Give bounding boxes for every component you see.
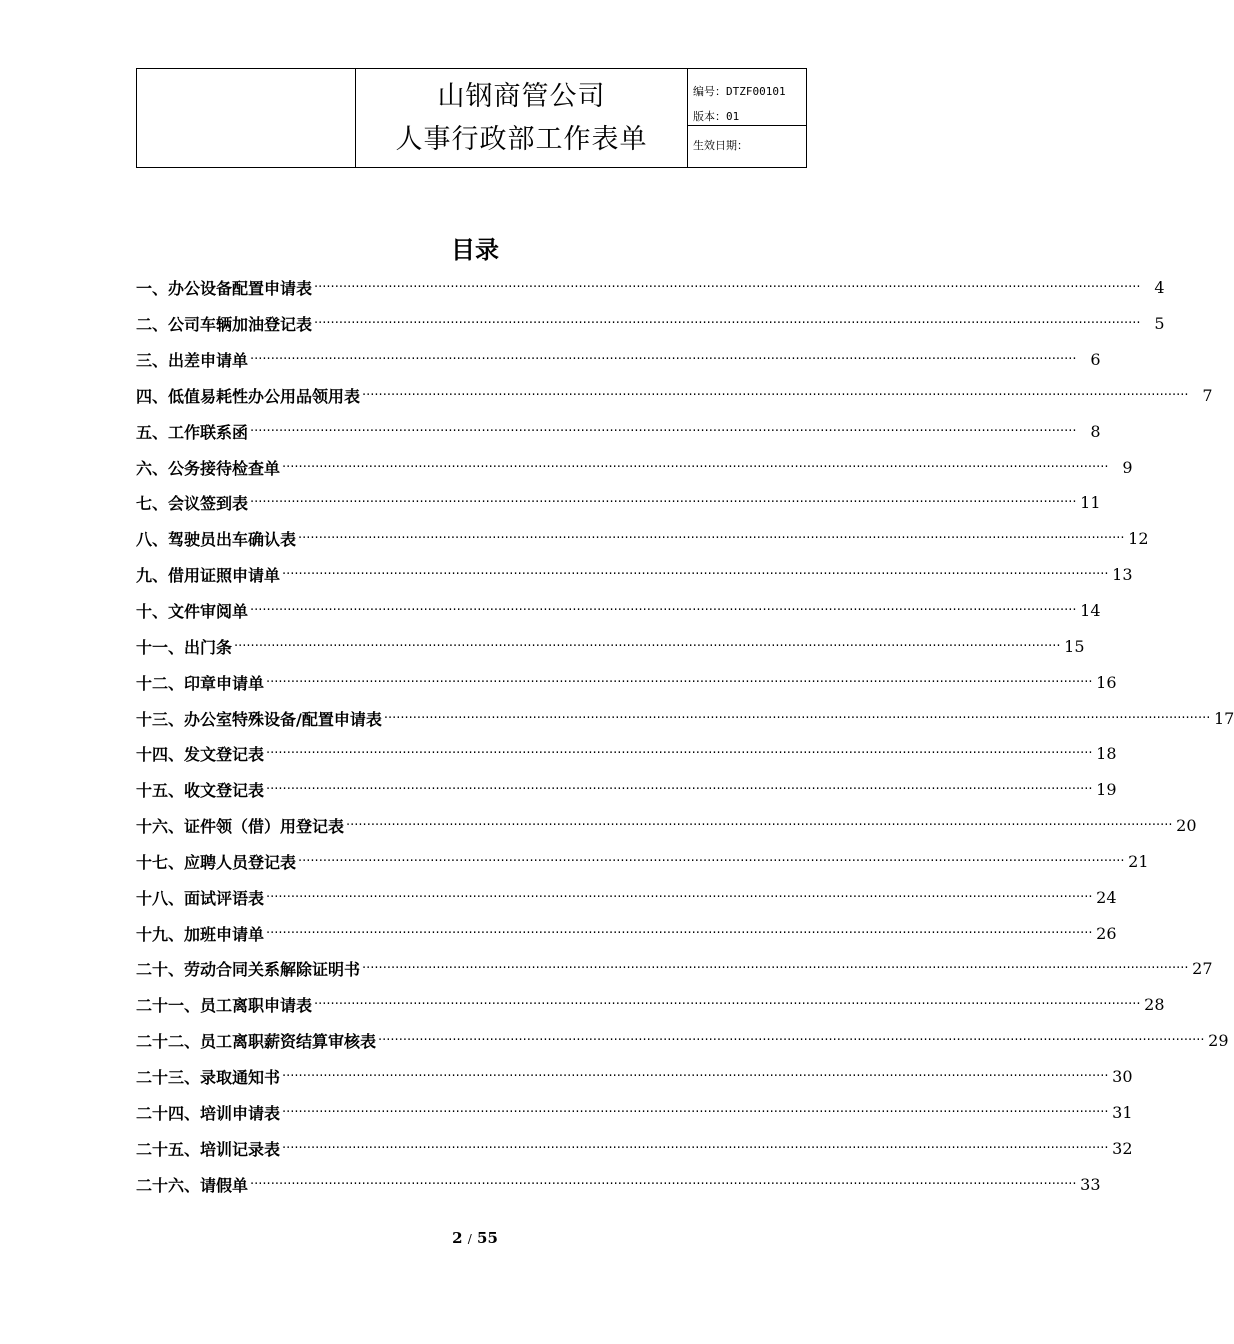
toc-entry[interactable]: [136, 664, 1117, 700]
toc-entry[interactable]: [136, 1166, 1101, 1202]
toc-dot-leader: ········································································································································································································: [266, 746, 1093, 762]
toc-entry-number: 二、: [136, 315, 169, 335]
toc-dot-leader: ········································································································································································································: [234, 638, 1061, 654]
toc-entry-number: 二十六、: [136, 1175, 201, 1195]
effective-date: 生效日期：: [693, 139, 748, 152]
toc-entry[interactable]: [136, 413, 1101, 449]
toc-entry-title: 办公设备配置申请表: [168, 279, 313, 299]
toc-entry-page: 6: [1090, 350, 1101, 370]
toc-dot-leader: ········································································································································································································: [282, 567, 1109, 583]
toc-entry-page: 24: [1096, 887, 1117, 907]
toc-entry-page: 17: [1213, 708, 1234, 728]
company-name: 山钢商管公司: [437, 81, 606, 112]
toc-entry[interactable]: [136, 844, 1149, 880]
toc-title: 目录: [451, 236, 499, 264]
meta-cell: [688, 69, 806, 167]
document-code: 编号：DTZF00101: [693, 85, 786, 98]
toc-entry-number: 三、: [136, 351, 169, 371]
toc-entry[interactable]: [136, 449, 1133, 485]
toc-dot-leader: ········································································································································································································: [266, 674, 1093, 690]
toc-entry-title: 培训记录表: [200, 1139, 281, 1159]
toc-entry-page: 31: [1112, 1102, 1133, 1122]
page-total: 55: [477, 1229, 498, 1247]
toc-entry[interactable]: [136, 1130, 1133, 1166]
toc-entry-title: 工作联系函: [168, 422, 249, 442]
toc-entry-page: 15: [1064, 636, 1085, 656]
toc-entry-title: 公务接待检查单: [168, 458, 281, 478]
toc-entry[interactable]: [136, 521, 1149, 557]
toc-entry[interactable]: [136, 342, 1101, 378]
toc-entry-title: 驾驶员出车确认表: [168, 530, 297, 550]
toc-entry-page: 13: [1112, 565, 1133, 585]
toc-entry-number: 十四、: [136, 745, 185, 765]
toc-entry-number: 十九、: [136, 924, 185, 944]
toc-entry-number: 十七、: [136, 852, 185, 872]
toc-entry-number: 五、: [136, 422, 169, 442]
toc-entry-page: 27: [1192, 959, 1213, 979]
toc-entry-title: 印章申请单: [184, 673, 265, 693]
toc-entry-number: 二十五、: [136, 1139, 201, 1159]
toc-dot-leader: ········································································································································································································: [346, 818, 1173, 834]
toc-entry-number: 八、: [136, 530, 169, 550]
toc-dot-leader: ········································································································································································································: [362, 387, 1189, 403]
toc-entry-page: 30: [1112, 1066, 1133, 1086]
toc-dot-leader: ········································································································································································································: [266, 925, 1093, 941]
toc-entry-title: 发文登记表: [184, 745, 265, 765]
page-current: 2: [452, 1229, 463, 1247]
toc-entry-number: 十二、: [136, 673, 185, 693]
toc-entry-number: 一、: [136, 279, 169, 299]
logo-cell: [137, 69, 356, 167]
toc-entry-page: 29: [1208, 1031, 1229, 1051]
toc-entry-page: 5: [1154, 314, 1165, 334]
toc-entry-page: 32: [1112, 1138, 1133, 1158]
toc-entry[interactable]: [136, 1094, 1133, 1130]
toc-entry-title: 文件审阅单: [168, 602, 249, 622]
toc-entry-number: 十六、: [136, 817, 185, 837]
toc-entry[interactable]: [136, 378, 1213, 414]
toc-entry[interactable]: [136, 628, 1085, 664]
toc-dot-leader: ········································································································································································································: [314, 316, 1141, 332]
toc-entry[interactable]: [136, 270, 1165, 306]
toc-entry[interactable]: [136, 808, 1197, 844]
toc-entry-number: 十八、: [136, 888, 185, 908]
toc-entry-page: 9: [1122, 457, 1133, 477]
title-cell: [356, 69, 688, 167]
toc-entry-number: 七、: [136, 494, 169, 514]
toc-dot-leader: ········································································································································································································: [378, 1033, 1205, 1049]
toc-entry-title: 出门条: [184, 637, 233, 657]
toc-entry[interactable]: [136, 915, 1117, 951]
toc-entry-title: 低值易耗性办公用品领用表: [168, 386, 361, 406]
toc-entry-title: 办公室特殊设备/配置申请表: [184, 709, 382, 729]
toc-dot-leader: ········································································································································································································: [250, 352, 1077, 368]
page-number: [0, 1229, 950, 1247]
toc-entry-title: 会议签到表: [168, 494, 249, 514]
meta-code-version: [688, 69, 806, 126]
toc-entry-title: 加班申请单: [184, 924, 265, 944]
toc-entry-title: 员工离职薪资结算审核表: [200, 1032, 377, 1052]
toc-entry-title: 录取通知书: [200, 1067, 281, 1087]
toc-entry-number: 十五、: [136, 781, 185, 801]
page-separator: /: [467, 1232, 472, 1246]
toc-entry-title: 劳动合同关系解除证明书: [184, 960, 361, 980]
toc-entry-number: 二十四、: [136, 1103, 201, 1123]
toc-entry-page: 16: [1096, 672, 1117, 692]
toc-entry[interactable]: [136, 593, 1101, 629]
toc-entry-page: 11: [1080, 493, 1101, 513]
toc-entry[interactable]: [136, 557, 1133, 593]
toc-dot-leader: ········································································································································································································: [282, 1068, 1109, 1084]
toc-dot-leader: ········································································································································································································: [298, 853, 1125, 869]
toc-entry-title: 收文登记表: [184, 781, 265, 801]
toc-entry-title: 请假单: [200, 1175, 249, 1195]
toc-entry-title: 借用证照申请单: [168, 566, 281, 586]
toc-entry-page: 28: [1144, 995, 1165, 1015]
toc-entry[interactable]: [136, 306, 1165, 342]
toc-dot-leader: ········································································································································································································: [282, 459, 1109, 475]
toc-entry-page: 19: [1096, 780, 1117, 800]
document-version: 版本：01: [693, 110, 740, 123]
toc-entry-number: 二十一、: [136, 996, 201, 1016]
toc-entry-title: 员工离职申请表: [200, 996, 313, 1016]
toc-entry-title: 出差申请单: [168, 351, 249, 371]
toc-dot-leader: ········································································································································································································: [314, 280, 1141, 296]
toc-entry-title: 培训申请表: [200, 1103, 281, 1123]
table-of-contents: [136, 270, 1234, 1202]
toc-dot-leader: ········································································································································································································: [282, 1140, 1109, 1156]
toc-entry[interactable]: [136, 1023, 1229, 1059]
toc-entry-number: 六、: [136, 458, 169, 478]
toc-dot-leader: ········································································································································································································: [250, 603, 1077, 619]
toc-entry-number: 二十、: [136, 960, 185, 980]
toc-entry-page: 33: [1080, 1174, 1101, 1194]
toc-entry[interactable]: [136, 951, 1213, 987]
toc-dot-leader: ········································································································································································································: [266, 782, 1093, 798]
toc-entry-page: 21: [1128, 851, 1149, 871]
toc-entry-title: 面试评语表: [184, 888, 265, 908]
toc-entry[interactable]: [136, 987, 1165, 1023]
toc-entry[interactable]: [136, 485, 1101, 521]
toc-dot-leader: ········································································································································································································: [250, 1176, 1077, 1192]
toc-dot-leader: ········································································································································································································: [282, 1104, 1109, 1120]
toc-dot-leader: ········································································································································································································: [298, 531, 1125, 547]
toc-entry-number: 十、: [136, 602, 169, 622]
toc-dot-leader: ········································································································································································································: [362, 961, 1189, 977]
form-title: 人事行政部工作表单: [395, 124, 648, 155]
toc-entry-number: 二十三、: [136, 1067, 201, 1087]
toc-entry[interactable]: [136, 736, 1117, 772]
toc-entry-number: 十三、: [136, 709, 185, 729]
toc-entry-page: 4: [1154, 278, 1165, 298]
toc-entry-title: 应聘人员登记表: [184, 852, 297, 872]
toc-dot-leader: ········································································································································································································: [314, 997, 1141, 1013]
toc-entry-page: 14: [1080, 601, 1101, 621]
toc-dot-leader: ········································································································································································································: [250, 423, 1077, 439]
toc-entry-page: 12: [1128, 529, 1149, 549]
toc-dot-leader: ········································································································································································································: [266, 889, 1093, 905]
toc-entry-number: 二十二、: [136, 1032, 201, 1052]
toc-entry-page: 7: [1202, 385, 1213, 405]
toc-entry[interactable]: [136, 772, 1117, 808]
toc-entry-title: 公司车辆加油登记表: [168, 315, 313, 335]
toc-entry-title: 证件领（借）用登记表: [184, 817, 345, 837]
toc-entry-page: 20: [1176, 816, 1197, 836]
toc-entry-page: 8: [1090, 421, 1101, 441]
toc-entry-number: 十一、: [136, 637, 185, 657]
toc-dot-leader: ········································································································································································································: [383, 710, 1211, 726]
document-header-table: [136, 68, 807, 168]
toc-entry[interactable]: [136, 1059, 1133, 1095]
toc-entry-number: 四、: [136, 386, 169, 406]
toc-entry[interactable]: [136, 879, 1117, 915]
toc-entry-number: 九、: [136, 566, 169, 586]
toc-entry[interactable]: [136, 700, 1234, 736]
toc-entry-page: 26: [1096, 923, 1117, 943]
toc-dot-leader: ········································································································································································································: [250, 495, 1077, 511]
toc-entry-page: 18: [1096, 744, 1117, 764]
